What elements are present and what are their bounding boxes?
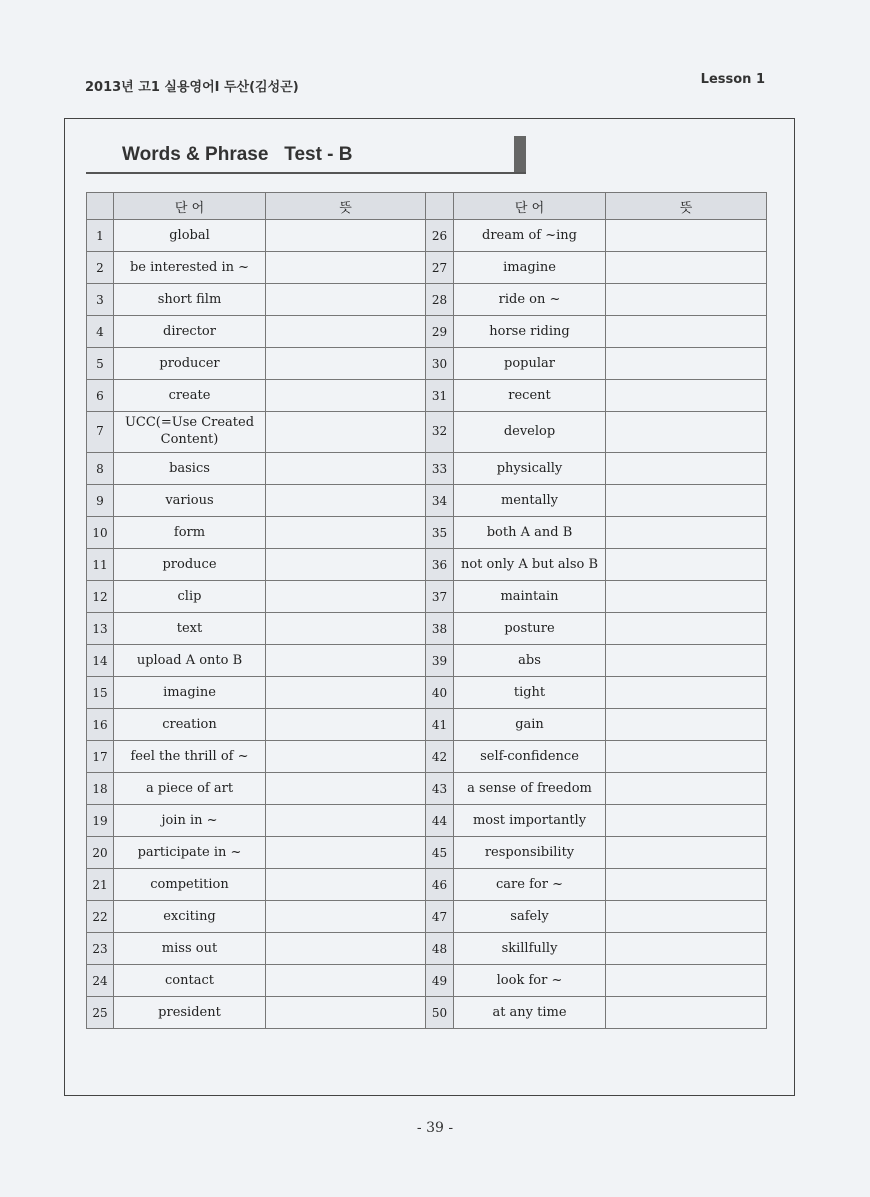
row-number: 7 <box>87 412 114 453</box>
meaning-answer-cell[interactable] <box>606 837 767 869</box>
table-row <box>87 933 767 965</box>
word-cell: producer <box>114 348 266 380</box>
meaning-answer-cell[interactable] <box>266 741 426 773</box>
table-row <box>87 412 767 453</box>
row-number: 49 <box>426 965 454 997</box>
word-cell: gain <box>454 709 606 741</box>
meaning-answer-cell[interactable] <box>606 709 767 741</box>
meaning-answer-cell[interactable] <box>606 677 767 709</box>
title-endcap <box>514 136 526 172</box>
word-cell: participate in ~ <box>114 837 266 869</box>
table-row <box>87 517 767 549</box>
word-cell: miss out <box>114 933 266 965</box>
title-bar <box>86 136 526 174</box>
row-number: 9 <box>87 485 114 517</box>
word-cell: clip <box>114 581 266 613</box>
row-number: 17 <box>87 741 114 773</box>
meaning-answer-cell[interactable] <box>606 453 767 485</box>
word-cell: skillfully <box>454 933 606 965</box>
row-number: 11 <box>87 549 114 581</box>
word-cell: text <box>114 613 266 645</box>
row-number: 27 <box>426 252 454 284</box>
meaning-answer-cell[interactable] <box>606 380 767 412</box>
meaning-answer-cell[interactable] <box>266 517 426 549</box>
meaning-answer-cell[interactable] <box>606 284 767 316</box>
word-cell: be interested in ~ <box>114 252 266 284</box>
row-number: 36 <box>426 549 454 581</box>
word-cell: imagine <box>114 677 266 709</box>
table-row <box>87 837 767 869</box>
row-number: 2 <box>87 252 114 284</box>
row-number: 46 <box>426 869 454 901</box>
table-row <box>87 220 767 252</box>
row-number: 47 <box>426 901 454 933</box>
row-number: 32 <box>426 412 454 453</box>
row-number: 35 <box>426 517 454 549</box>
row-number: 33 <box>426 453 454 485</box>
word-cell: look for ~ <box>454 965 606 997</box>
row-number: 29 <box>426 316 454 348</box>
table-row <box>87 453 767 485</box>
test-title: Words & Phrase Test - B <box>122 144 353 165</box>
meaning-answer-cell[interactable] <box>606 933 767 965</box>
row-number: 18 <box>87 773 114 805</box>
row-number: 4 <box>87 316 114 348</box>
row-number: 12 <box>87 581 114 613</box>
row-number: 20 <box>87 837 114 869</box>
row-number: 25 <box>87 997 114 1029</box>
meaning-answer-cell[interactable] <box>606 412 767 453</box>
meaning-answer-cell[interactable] <box>606 348 767 380</box>
word-cell: abs <box>454 645 606 677</box>
meaning-answer-cell[interactable] <box>266 869 426 901</box>
meaning-answer-cell[interactable] <box>266 709 426 741</box>
page-number: - 39 - <box>416 1120 454 1136</box>
row-number: 40 <box>426 677 454 709</box>
word-cell: mentally <box>454 485 606 517</box>
table-row <box>87 997 767 1029</box>
meaning-answer-cell[interactable] <box>266 348 426 380</box>
meaning-answer-cell[interactable] <box>606 252 767 284</box>
table-row <box>87 869 767 901</box>
word-cell: posture <box>454 613 606 645</box>
word-cell: basics <box>114 453 266 485</box>
word-cell: join in ~ <box>114 805 266 837</box>
row-number: 24 <box>87 965 114 997</box>
meaning-answer-cell[interactable] <box>266 901 426 933</box>
meaning-answer-cell[interactable] <box>606 997 767 1029</box>
row-number: 14 <box>87 645 114 677</box>
row-number: 45 <box>426 837 454 869</box>
row-number: 41 <box>426 709 454 741</box>
meaning-answer-cell[interactable] <box>606 741 767 773</box>
word-cell: both A and B <box>454 517 606 549</box>
word-cell: exciting <box>114 901 266 933</box>
row-number: 13 <box>87 613 114 645</box>
row-number: 16 <box>87 709 114 741</box>
word-cell: safely <box>454 901 606 933</box>
row-number: 50 <box>426 997 454 1029</box>
word-cell: horse riding <box>454 316 606 348</box>
table-row <box>87 677 767 709</box>
header-word-right: 단 어 <box>454 193 606 220</box>
word-cell: responsibility <box>454 837 606 869</box>
header-meaning-right: 뜻 <box>606 193 767 220</box>
row-number: 19 <box>87 805 114 837</box>
word-cell: develop <box>454 412 606 453</box>
word-cell: a sense of freedom <box>454 773 606 805</box>
table-row <box>87 805 767 837</box>
vocab-table <box>86 192 767 1029</box>
table-row <box>87 316 767 348</box>
meaning-answer-cell[interactable] <box>266 613 426 645</box>
word-cell: a piece of art <box>114 773 266 805</box>
word-cell: care for ~ <box>454 869 606 901</box>
meaning-answer-cell[interactable] <box>606 517 767 549</box>
word-cell: maintain <box>454 581 606 613</box>
meaning-answer-cell[interactable] <box>266 837 426 869</box>
meaning-answer-cell[interactable] <box>266 412 426 453</box>
meaning-answer-cell[interactable] <box>266 453 426 485</box>
word-cell: president <box>114 997 266 1029</box>
word-cell: imagine <box>454 252 606 284</box>
meaning-answer-cell[interactable] <box>606 549 767 581</box>
meaning-answer-cell[interactable] <box>606 613 767 645</box>
table-body <box>87 220 767 1029</box>
table-row <box>87 380 767 412</box>
row-number: 5 <box>87 348 114 380</box>
row-number: 48 <box>426 933 454 965</box>
meaning-answer-cell[interactable] <box>266 933 426 965</box>
meaning-answer-cell[interactable] <box>606 805 767 837</box>
row-number: 43 <box>426 773 454 805</box>
header-num-left <box>87 193 114 220</box>
word-cell: contact <box>114 965 266 997</box>
row-number: 23 <box>87 933 114 965</box>
table-row <box>87 284 767 316</box>
meaning-answer-cell[interactable] <box>266 805 426 837</box>
row-number: 30 <box>426 348 454 380</box>
table-row <box>87 965 767 997</box>
table-row <box>87 741 767 773</box>
meaning-answer-cell[interactable] <box>266 252 426 284</box>
word-cell: dream of ~ing <box>454 220 606 252</box>
word-cell: ride on ~ <box>454 284 606 316</box>
table-row <box>87 549 767 581</box>
meaning-answer-cell[interactable] <box>606 220 767 252</box>
row-number: 3 <box>87 284 114 316</box>
word-cell: produce <box>114 549 266 581</box>
row-number: 44 <box>426 805 454 837</box>
word-cell: form <box>114 517 266 549</box>
word-cell: popular <box>454 348 606 380</box>
row-number: 31 <box>426 380 454 412</box>
table-row <box>87 709 767 741</box>
meaning-answer-cell[interactable] <box>266 380 426 412</box>
word-cell: most importantly <box>454 805 606 837</box>
table-row <box>87 773 767 805</box>
word-cell: UCC(=Use Created Content) <box>114 412 266 453</box>
meaning-answer-cell[interactable] <box>266 284 426 316</box>
meaning-answer-cell[interactable] <box>606 965 767 997</box>
row-number: 26 <box>426 220 454 252</box>
word-cell: physically <box>454 453 606 485</box>
word-cell: not only A but also B <box>454 549 606 581</box>
word-cell: short film <box>114 284 266 316</box>
header-num-right <box>426 193 454 220</box>
word-cell: self-confidence <box>454 741 606 773</box>
meaning-answer-cell[interactable] <box>266 677 426 709</box>
row-number: 1 <box>87 220 114 252</box>
row-number: 42 <box>426 741 454 773</box>
meaning-answer-cell[interactable] <box>606 869 767 901</box>
lesson-label: Lesson 1 <box>700 72 765 87</box>
row-number: 28 <box>426 284 454 316</box>
row-number: 6 <box>87 380 114 412</box>
course-label: 2013년 고1 실용영어I 두산(김성곤) <box>85 80 299 95</box>
meaning-answer-cell[interactable] <box>606 485 767 517</box>
table-row <box>87 485 767 517</box>
table-row <box>87 348 767 380</box>
table-row <box>87 613 767 645</box>
meaning-answer-cell[interactable] <box>266 220 426 252</box>
row-number: 34 <box>426 485 454 517</box>
row-number: 38 <box>426 613 454 645</box>
meaning-answer-cell[interactable] <box>266 549 426 581</box>
word-cell: create <box>114 380 266 412</box>
meaning-answer-cell[interactable] <box>606 316 767 348</box>
table-row <box>87 645 767 677</box>
meaning-answer-cell[interactable] <box>266 965 426 997</box>
meaning-answer-cell[interactable] <box>266 316 426 348</box>
word-cell: various <box>114 485 266 517</box>
meaning-answer-cell[interactable] <box>266 997 426 1029</box>
table-row <box>87 581 767 613</box>
word-cell: competition <box>114 869 266 901</box>
row-number: 39 <box>426 645 454 677</box>
header-word-left: 단 어 <box>114 193 266 220</box>
row-number: 37 <box>426 581 454 613</box>
header-meaning-left: 뜻 <box>266 193 426 220</box>
table-row <box>87 252 767 284</box>
row-number: 15 <box>87 677 114 709</box>
word-cell: recent <box>454 380 606 412</box>
word-cell: global <box>114 220 266 252</box>
meaning-answer-cell[interactable] <box>266 485 426 517</box>
table-header-row <box>87 193 767 220</box>
meaning-answer-cell[interactable] <box>606 901 767 933</box>
word-cell: tight <box>454 677 606 709</box>
word-cell: at any time <box>454 997 606 1029</box>
row-number: 22 <box>87 901 114 933</box>
word-cell: director <box>114 316 266 348</box>
row-number: 8 <box>87 453 114 485</box>
row-number: 10 <box>87 517 114 549</box>
meaning-answer-cell[interactable] <box>266 581 426 613</box>
word-cell: upload A onto B <box>114 645 266 677</box>
meaning-answer-cell[interactable] <box>606 773 767 805</box>
table-row <box>87 901 767 933</box>
word-cell: creation <box>114 709 266 741</box>
word-cell: feel the thrill of ~ <box>114 741 266 773</box>
meaning-answer-cell[interactable] <box>606 645 767 677</box>
meaning-answer-cell[interactable] <box>606 581 767 613</box>
meaning-answer-cell[interactable] <box>266 773 426 805</box>
meaning-answer-cell[interactable] <box>266 645 426 677</box>
page-header <box>85 70 765 94</box>
row-number: 21 <box>87 869 114 901</box>
